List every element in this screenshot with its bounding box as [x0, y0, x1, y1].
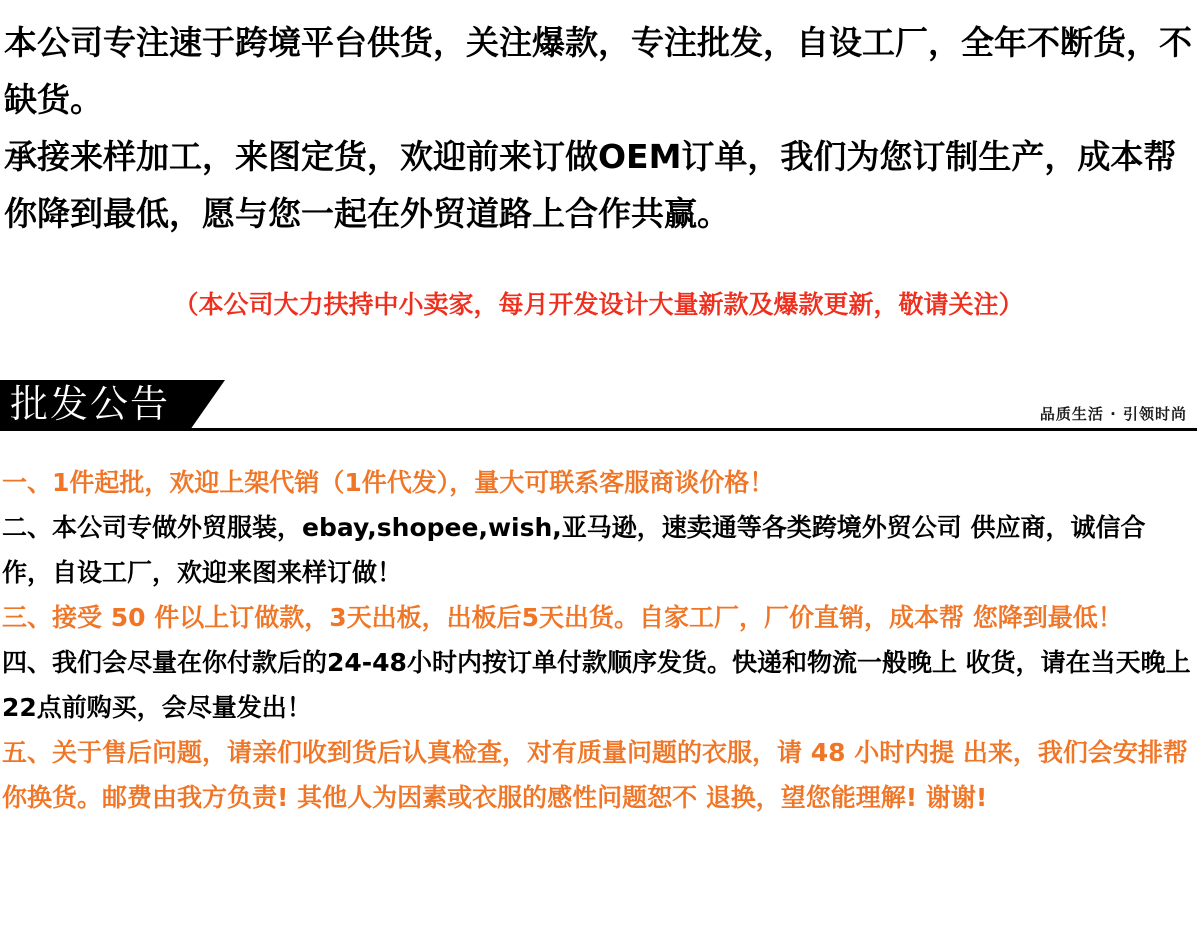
notice-list [2, 460, 1192, 820]
intro-block [4, 14, 1194, 242]
highlight-notice: （本公司大力扶持中小卖家，每月开发设计大量新款及爆款更新，敬请关注） [173, 290, 1024, 319]
notice-item-3: 三、接受 50 件以上订做款，3天出板，出板后5天出货。自家工厂，厂价直销，成本帮 您降到最低！ [2, 603, 1123, 632]
notice-item-2: 二、本公司专做外贸服装，ebay,shopee,wish,亚马逊，速卖通等各类跨境外贸公司 供应商，诚信合作，自设工厂，欢迎来图来样订做！ [2, 513, 1146, 587]
notice-item-5: 五、关于售后问题，请亲们收到货后认真检查，对有质量问题的衣服，请 48 小时内提 出来，我们会安排帮你换货。邮费由我方负责! 其他人为因素或衣服的感性问题恕不 退换，望您能理解! 谢谢! [2, 738, 1188, 812]
section-header [0, 376, 1197, 432]
intro-paragraph-1: 本公司专注速于跨境平台供货，关注爆款，专注批发，自设工厂，全年不断货，不缺货。 [4, 23, 1192, 119]
section-divider [0, 428, 1197, 431]
intro-paragraph-2: 承接来样加工，来图定货，欢迎前来订做OEM订单，我们为您订制生产，成本帮你降到最低，愿与您一起在外贸道路上合作共赢。 [4, 137, 1177, 233]
section-slogan: 品质生活 · 引领时尚 [1039, 405, 1187, 423]
section-title: 批发公告 [10, 382, 171, 426]
notice-item-4: 四、我们会尽量在你付款后的24-48小时内按订单付款顺序发货。快递和物流一般晚上 收货，请在当天晚上22点前购买，会尽量发出！ [2, 648, 1191, 722]
notice-item-1: 一、1件起批，欢迎上架代销（1件代发），量大可联系客服商谈价格！ [2, 468, 775, 497]
